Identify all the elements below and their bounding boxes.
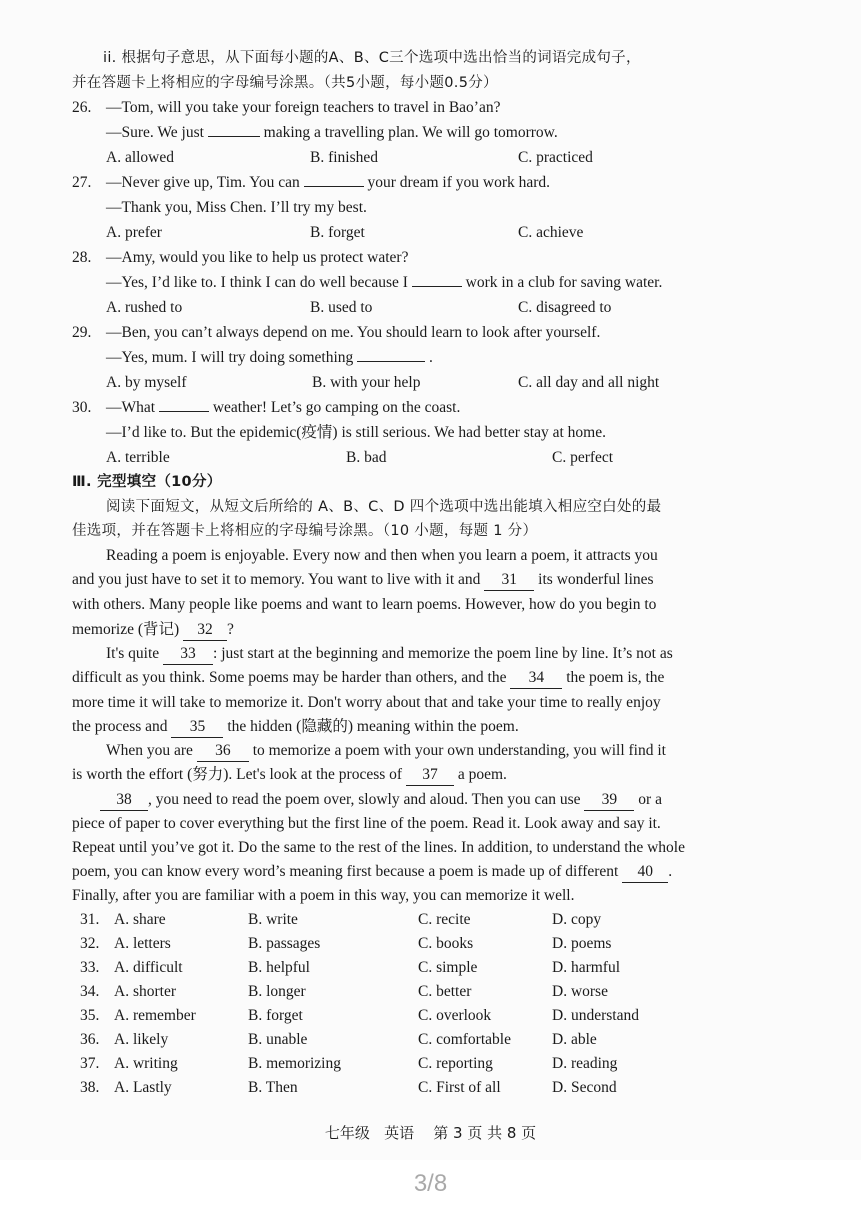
option-b: B. longer (248, 983, 306, 1000)
question-number: 26. (72, 99, 92, 116)
option-a: A. by myself (106, 374, 187, 391)
option-b: B. bad (346, 449, 387, 466)
question-number: 27. (72, 174, 92, 191)
passage-line (72, 717, 519, 738)
passage-text: : just start at the beginning and memorize the poem line by line. It’s not as (213, 645, 673, 662)
passage-line (106, 644, 673, 665)
question-27-line-1 (72, 173, 550, 193)
option-c: C. overlook (418, 1007, 492, 1024)
question-text: —Amy, would you like to help us protect water? (106, 249, 409, 266)
option-b: B. memorizing (248, 1055, 341, 1072)
question-26-line-1 (72, 98, 500, 118)
question-number: 28. (72, 249, 92, 266)
instructions-line-2: 并在答题卡上将相应的字母编号涂黑。（共5小题，每小题0.5分） (72, 75, 498, 91)
question-text: —Yes, I’d like to. I think I can do well because I (106, 274, 408, 291)
option-a: A. share (114, 911, 166, 928)
option-a: A. rushed to (106, 299, 183, 316)
option-d: D. worse (552, 983, 608, 1000)
option-c: C. achieve (518, 224, 584, 241)
answer-blank (304, 186, 364, 187)
option-c: C. perfect (552, 449, 614, 466)
blank-38: 38 (100, 790, 148, 811)
question-number: 29. (72, 324, 92, 341)
question-text: —Sure. We just (106, 124, 204, 141)
option-number: 36. (80, 1031, 100, 1048)
answer-blank (159, 411, 209, 412)
passage-text: ? (227, 621, 234, 638)
answer-blank (412, 286, 462, 287)
option-a: A. likely (114, 1031, 169, 1048)
footer-grade: 七年级 (324, 1124, 370, 1142)
passage-text: memorize (背记) (72, 621, 180, 638)
question-30-line-2: —I’d like to. But the epidemic(疫情) is still serious. We had better stay at home. (106, 424, 606, 441)
option-b: B. unable (248, 1031, 308, 1048)
option-c: C. reporting (418, 1055, 493, 1072)
question-text: —Tom, will you take your foreign teachers to travel in Bao’an? (106, 99, 501, 116)
option-c: C. First of all (418, 1079, 501, 1096)
passage-text: poem, you can know every word’s meaning first because a poem is made up of different (72, 863, 619, 880)
passage-text: When you are (106, 742, 193, 759)
passage-line: Reading a poem is enjoyable. Every now and then when you learn a poem, it attracts you (106, 547, 658, 564)
answer-blank (208, 136, 260, 137)
question-26-line-2 (106, 123, 558, 143)
option-d: D. understand (552, 1007, 639, 1024)
option-d: D. poems (552, 935, 612, 952)
question-text: weather! Let’s go camping on the coast. (212, 399, 461, 416)
passage-text: a poem. (457, 766, 507, 783)
question-text: your dream if you work hard. (367, 174, 551, 191)
option-a: A. difficult (114, 959, 183, 976)
option-number: 37. (80, 1055, 100, 1072)
option-a: A. letters (114, 935, 171, 952)
passage-line (72, 668, 664, 689)
section-instructions-line-1: 阅读下面短文，从短文后所给的 A、B、C、D 四个选项中选出能填入相应空白处的最 (106, 499, 662, 515)
option-number: 35. (80, 1007, 100, 1024)
blank-32: 32 (183, 620, 227, 641)
option-number: 38. (80, 1079, 100, 1096)
option-b: B. Then (248, 1079, 298, 1096)
option-d: D. reading (552, 1055, 618, 1072)
passage-line (72, 862, 672, 883)
passage-text: , you need to read the poem over, slowly and aloud. Then you can use (148, 791, 581, 808)
passage-line: with others. Many people like poems and want to learn poems. However, how do you begin to (72, 596, 657, 613)
option-c: C. comfortable (418, 1031, 511, 1048)
blank-37: 37 (406, 765, 454, 786)
passage-text: the poem is, the (566, 669, 665, 686)
question-text: work in a club for saving water. (465, 274, 663, 291)
page-indicator: 3/8 (413, 1170, 448, 1197)
passage-line (72, 765, 507, 786)
option-a: A. remember (114, 1007, 196, 1024)
question-30-line-1 (72, 398, 460, 418)
blank-36: 36 (197, 741, 249, 762)
passage-line (106, 741, 666, 762)
option-c: C. simple (418, 959, 478, 976)
section-instructions-line-2: 佳选项，并在答题卡上将相应的字母编号涂黑。（10 小题，每题 1 分） (72, 523, 538, 539)
footer-subject: 英语 (384, 1124, 415, 1142)
option-number: 34. (80, 983, 100, 1000)
passage-text: is worth the effort (努力). Let's look at the process of (72, 766, 403, 783)
page-footer (0, 1122, 861, 1143)
passage-line: more time it will take to memorize it. Don't worry about that and take your time to really enjoy (72, 694, 661, 711)
option-b: B. passages (248, 935, 321, 952)
option-c: C. disagreed to (518, 299, 612, 316)
option-number: 33. (80, 959, 100, 976)
instructions-line-1: ii. 根据句子意思，从下面每小题的A、B、C三个选项中选出恰当的词语完成句子， (103, 50, 641, 66)
blank-35: 35 (171, 717, 223, 738)
blank-31: 31 (484, 570, 534, 591)
option-b: B. forget (310, 224, 365, 241)
passage-line (72, 570, 654, 591)
question-text: . (429, 349, 433, 366)
passage-line: piece of paper to cover everything but the first line of the poem. Read it. Look away and say it. (72, 815, 661, 832)
blank-39: 39 (584, 790, 634, 811)
option-b: B. with your help (312, 374, 421, 391)
question-number: 30. (72, 399, 92, 416)
option-number: 32. (80, 935, 100, 952)
option-b: B. finished (310, 149, 379, 166)
passage-text: . (668, 863, 673, 880)
option-a: A. Lastly (114, 1079, 172, 1096)
passage-text: the process and (72, 718, 168, 735)
option-a: A. prefer (106, 224, 162, 241)
passage-text: It's quite (106, 645, 160, 662)
option-d: D. copy (552, 911, 602, 928)
passage-line: Finally, after you are familiar with a poem in this way, you can memorize it well. (72, 887, 575, 904)
option-number: 31. (80, 911, 100, 928)
section-heading: Ⅲ. 完型填空（10分） (72, 474, 222, 490)
passage-text: and you just have to set it to memory. You want to live with it and (72, 571, 481, 588)
question-28-line-1 (72, 248, 408, 268)
question-29-line-1 (72, 323, 600, 343)
option-c: C. recite (418, 911, 471, 928)
option-a: A. writing (114, 1055, 178, 1072)
passage-text: to memorize a poem with your own understanding, you will find it (252, 742, 666, 759)
option-b: B. forget (248, 1007, 303, 1024)
blank-33: 33 (163, 644, 213, 665)
question-text: —Ben, you can’t always depend on me. You should learn to look after yourself. (106, 324, 601, 341)
option-c: C. all day and all night (518, 374, 660, 391)
option-d: D. harmful (552, 959, 621, 976)
option-a: A. shorter (114, 983, 176, 1000)
option-d: D. able (552, 1031, 597, 1048)
passage-text: or a (638, 791, 662, 808)
question-text: —Never give up, Tim. You can (106, 174, 300, 191)
passage-line: Repeat until you’ve got it. Do the same to the rest of the lines. In addition, to understand the whole (72, 839, 685, 856)
option-c: C. books (418, 935, 474, 952)
passage-text: difficult as you think. Some poems may be harder than others, and the (72, 669, 507, 686)
question-text: making a travelling plan. We will go tomorrow. (263, 124, 558, 141)
question-text: —What (106, 399, 156, 416)
question-27-line-2: —Thank you, Miss Chen. I’ll try my best. (106, 199, 367, 216)
blank-34: 34 (510, 668, 562, 689)
option-b: B. used to (310, 299, 373, 316)
option-a: A. allowed (106, 149, 175, 166)
option-a: A. terrible (106, 449, 170, 466)
option-b: B. write (248, 911, 298, 928)
passage-text: its wonderful lines (538, 571, 654, 588)
passage-text: the hidden (隐藏的) meaning within the poem. (227, 718, 519, 735)
blank-40: 40 (622, 862, 668, 883)
passage-line (100, 790, 662, 811)
option-c: C. better (418, 983, 472, 1000)
option-c: C. practiced (518, 149, 593, 166)
question-29-line-2 (106, 348, 433, 368)
footer-page: 第 3 页 共 8 页 (433, 1124, 537, 1142)
option-d: D. Second (552, 1079, 617, 1096)
question-text: —Yes, mum. I will try doing something (106, 349, 354, 366)
answer-blank (357, 361, 425, 362)
option-b: B. helpful (248, 959, 310, 976)
question-28-line-2 (106, 273, 662, 293)
passage-line (72, 620, 234, 641)
